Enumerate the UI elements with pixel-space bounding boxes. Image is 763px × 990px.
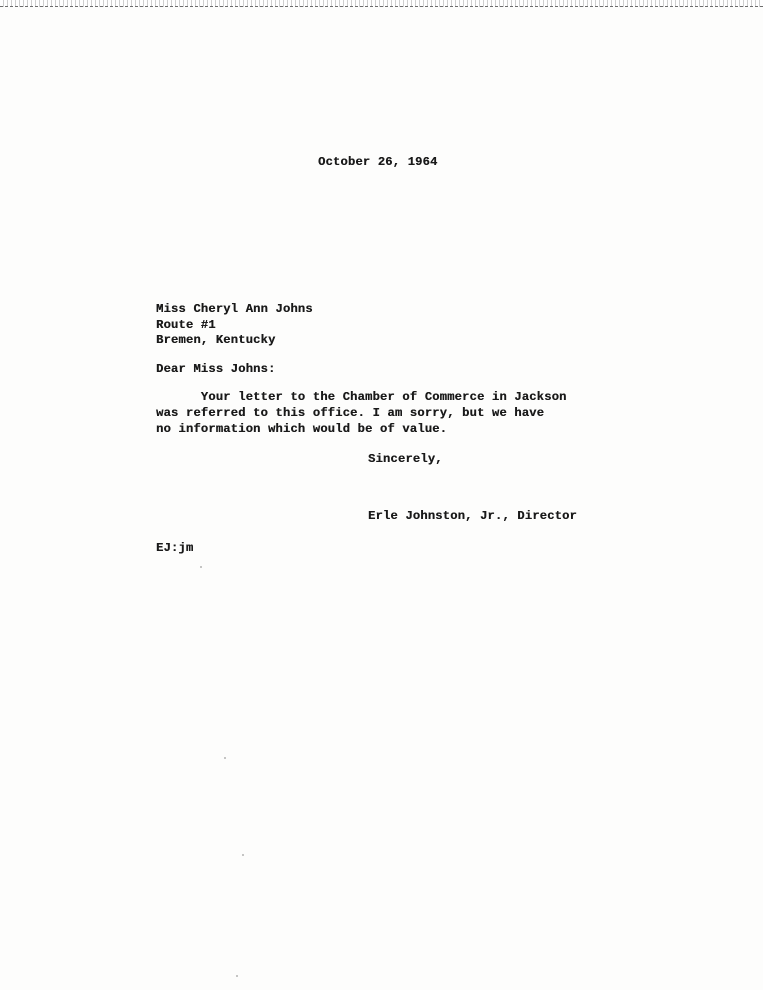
scan-speck <box>224 757 226 759</box>
scan-speck <box>200 566 202 568</box>
body-line: Your letter to the Chamber of Commerce in Jackson <box>156 390 567 404</box>
reference-initials: EJ:jm <box>156 541 194 555</box>
recipient-city-state: Bremen, Kentucky <box>156 333 276 347</box>
body-line: was referred to this office. I am sorry, but we have <box>156 406 545 420</box>
letter-date: October 26, 1964 <box>318 155 438 169</box>
scan-speck <box>242 854 244 856</box>
closing: Sincerely, <box>368 452 443 466</box>
body-line: no information which would be of value. <box>156 422 448 436</box>
recipient-name: Miss Cheryl Ann Johns <box>156 302 313 316</box>
salutation: Dear Miss Johns: <box>156 362 276 376</box>
scan-speck <box>236 975 238 977</box>
recipient-street: Route #1 <box>156 318 216 332</box>
page-top-edge <box>0 0 763 7</box>
signature-block: Erle Johnston, Jr., Director <box>368 509 577 523</box>
